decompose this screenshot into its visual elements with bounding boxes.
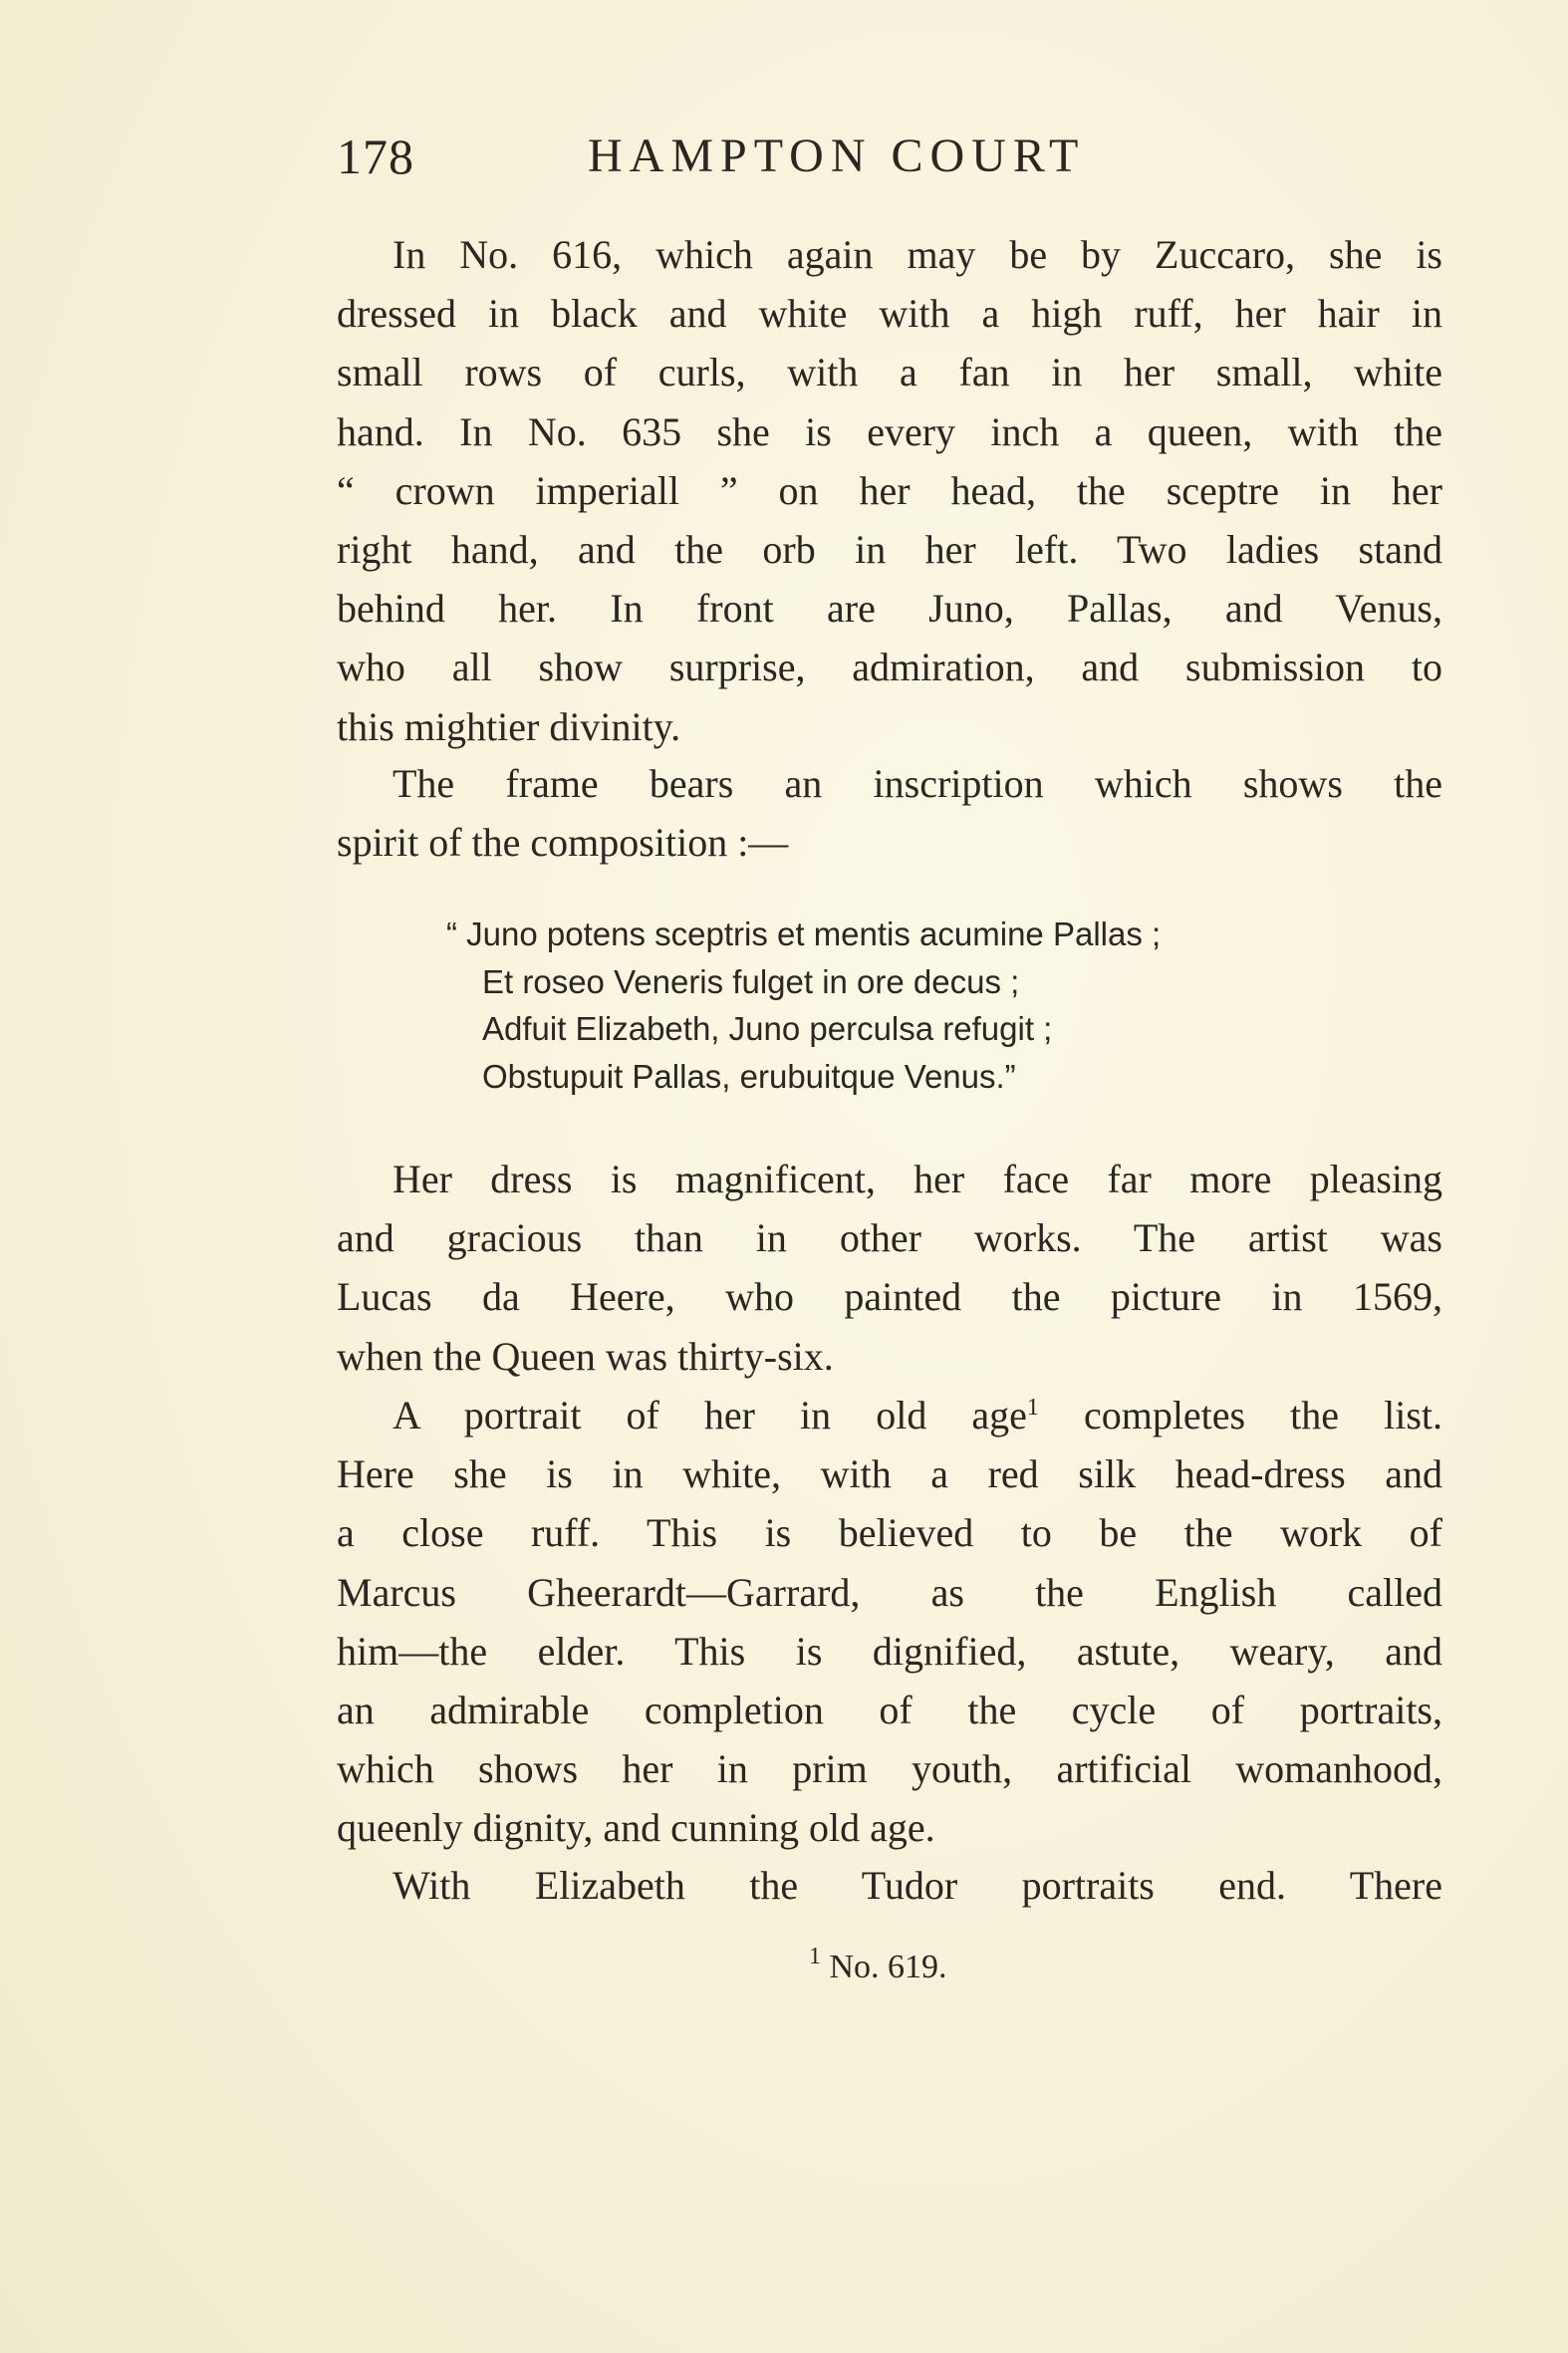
text-line: right hand, and the orb in her left. Two ladies stand	[337, 527, 1442, 573]
text-line: this mightier divinity.	[337, 703, 681, 749]
text-line: which shows her in prim youth, artificial womanhood,	[337, 1746, 1442, 1792]
text-line: In No. 616, which again may be by Zuccaro, she is	[392, 232, 1442, 277]
page-number: 178	[337, 129, 414, 184]
text-line: queenly dignity, and cunning old age.	[337, 1805, 935, 1851]
text-line: The frame bears an inscription which shows the	[392, 761, 1442, 806]
text-fragment: completes the list.	[1038, 1393, 1442, 1438]
text-line: Here she is in white, with a red silk head-dress and	[337, 1451, 1442, 1497]
running-head	[337, 122, 1442, 191]
verse-line: “ Juno potens sceptris et mentis acumine Pallas ;	[446, 915, 1162, 952]
paragraph-3	[337, 1150, 1442, 1386]
text-line: behind her. In front are Juno, Pallas, and Venus,	[337, 586, 1442, 632]
verse-line: Adfuit Elizabeth, Juno perculsa refugit ;	[482, 1010, 1053, 1047]
text-line: Her dress is magnificent, her face far more pleasing	[392, 1157, 1442, 1201]
verse-line: Obstupuit Pallas, erubuitque Venus.”	[482, 1057, 1016, 1095]
paragraph-5	[337, 1856, 1442, 1915]
text-line: Lucas da Heere, who painted the picture in 1569,	[337, 1274, 1442, 1320]
text-line: spirit of the composition :—	[337, 820, 789, 866]
text-line: small rows of curls, with a fan in her small, white	[337, 350, 1442, 395]
running-title: HAMPTON COURT	[588, 130, 1086, 182]
text-line: who all show surprise, admiration, and submission to	[337, 645, 1442, 690]
verse-line: Et roseo Veneris fulget in ore decus ;	[482, 962, 1020, 1000]
text-line: a close ruff. This is believed to be the work of	[337, 1510, 1442, 1556]
paragraph-4	[337, 1386, 1442, 1858]
text-line: an admirable completion of the cycle of portraits,	[337, 1688, 1442, 1733]
paragraph-1	[337, 225, 1442, 756]
text-line	[337, 1386, 1442, 1444]
text-line: With Elizabeth the Tudor portraits end. There	[392, 1863, 1442, 1908]
footnote-marker: 1	[809, 1944, 821, 1969]
text-line: “ crown imperiall ” on her head, the sceptre in her	[337, 467, 1442, 513]
text-line: dressed in black and white with a high ruff, her hair in	[337, 291, 1442, 337]
latin-inscription	[446, 911, 1347, 1100]
footnote-reference[interactable]: 1	[1026, 1395, 1039, 1421]
footnote	[809, 1943, 947, 1992]
footnote-text: No. 619.	[821, 1949, 947, 1985]
text-line: hand. In No. 635 she is every inch a queen, with the	[337, 408, 1442, 454]
text-fragment: A portrait of her in old age	[392, 1393, 1027, 1438]
text-line: him—the elder. This is dignified, astute, weary, and	[337, 1628, 1442, 1674]
paragraph-2	[337, 754, 1442, 872]
text-line: Marcus Gheerardt—Garrard, as the English called	[337, 1569, 1442, 1615]
text-line: and gracious than in other works. The artist was	[337, 1215, 1442, 1261]
text-line: when the Queen was thirty-six.	[337, 1333, 834, 1379]
